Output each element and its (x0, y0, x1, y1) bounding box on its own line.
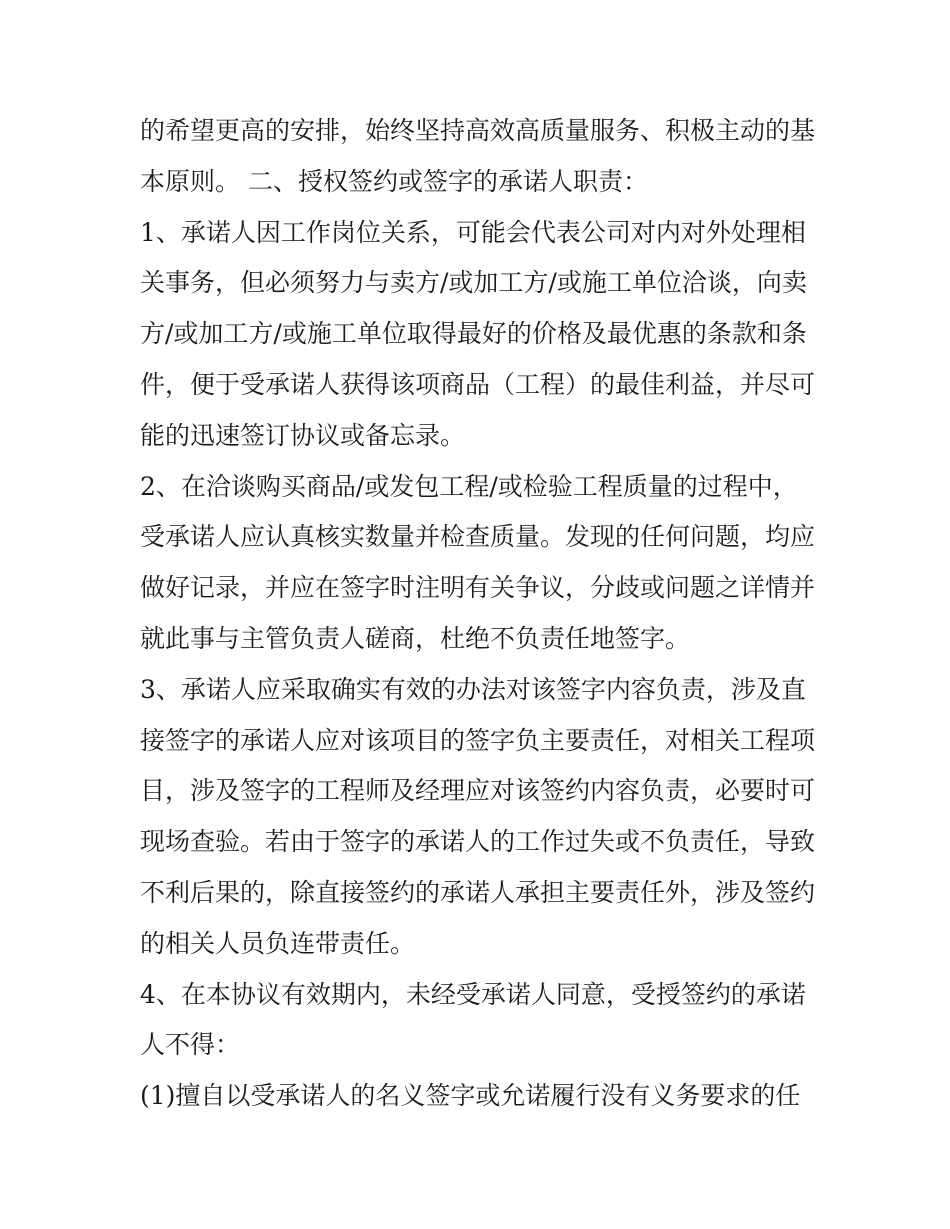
text-line: 现场查验。若由于签字的承诺人的工作过失或不负责任，导致 (140, 827, 816, 857)
paragraph-clause-2 (140, 462, 820, 665)
text-line: 人不得： (140, 1030, 241, 1060)
text-line: (1)擅自以受承诺人的名义签字或允诺履行没有义务要求的任 (140, 1081, 801, 1111)
text-line: 1、承诺人因工作岗位关系，可能会代表公司对内对外处理相 (140, 217, 806, 247)
text-line: 能的迅速签订协议或备忘录。 (140, 420, 466, 450)
text-line: 不利后果的，除直接签约的承诺人承担主要责任外，涉及签约 (140, 877, 816, 907)
text-line: 的希望更高的安排，始终坚持高效高质量服务、积极主动的基 (140, 116, 816, 145)
text-line: 目，涉及签字的工程师及经理应对该签约内容负责，必要时可 (140, 776, 816, 806)
text-line: 3、承诺人应采取确实有效的办法对该签字内容负责，涉及直 (140, 674, 806, 704)
text-line: 的相关人员负连带责任。 (140, 928, 416, 958)
text-line: 2、在洽谈购买商品/或发包工程/或检验工程质量的过程中， (140, 471, 798, 501)
text-line: 接签字的承诺人应对该项目的签字负主要责任，对相关工程项 (140, 725, 816, 755)
text-line: 4、在本协议有效期内，未经受承诺人同意，受授签约的承诺 (140, 979, 806, 1009)
paragraph-principles (140, 106, 820, 208)
text-line: 件，便于受承诺人获得该项商品（工程）的最佳利益，并尽可 (140, 369, 816, 399)
paragraph-clause-1 (140, 208, 820, 462)
text-line: 就此事与主管负责人磋商，杜绝不负责任地签字。 (140, 623, 691, 653)
text-line: 关事务，但必须努力与卖方/或加工方/或施工单位洽谈，向卖 (140, 268, 807, 298)
paragraph-clause-4 (140, 970, 820, 1072)
paragraph-clause-3 (140, 665, 820, 970)
text-line: 本原则。 二、授权签约或签字的承诺人职责： (140, 166, 648, 196)
text-line: 做好记录，并应在签字时注明有关争议，分歧或问题之详情并 (140, 573, 816, 603)
text-line: 受承诺人应认真核实数量并检查质量。发现的任何问题，均应 (140, 522, 816, 552)
paragraph-clause-4-item-1 (140, 1071, 820, 1122)
text-line: 方/或加工方/或施工单位取得最好的价格及最优惠的条款和条 (140, 319, 807, 349)
document-body (140, 106, 820, 1122)
